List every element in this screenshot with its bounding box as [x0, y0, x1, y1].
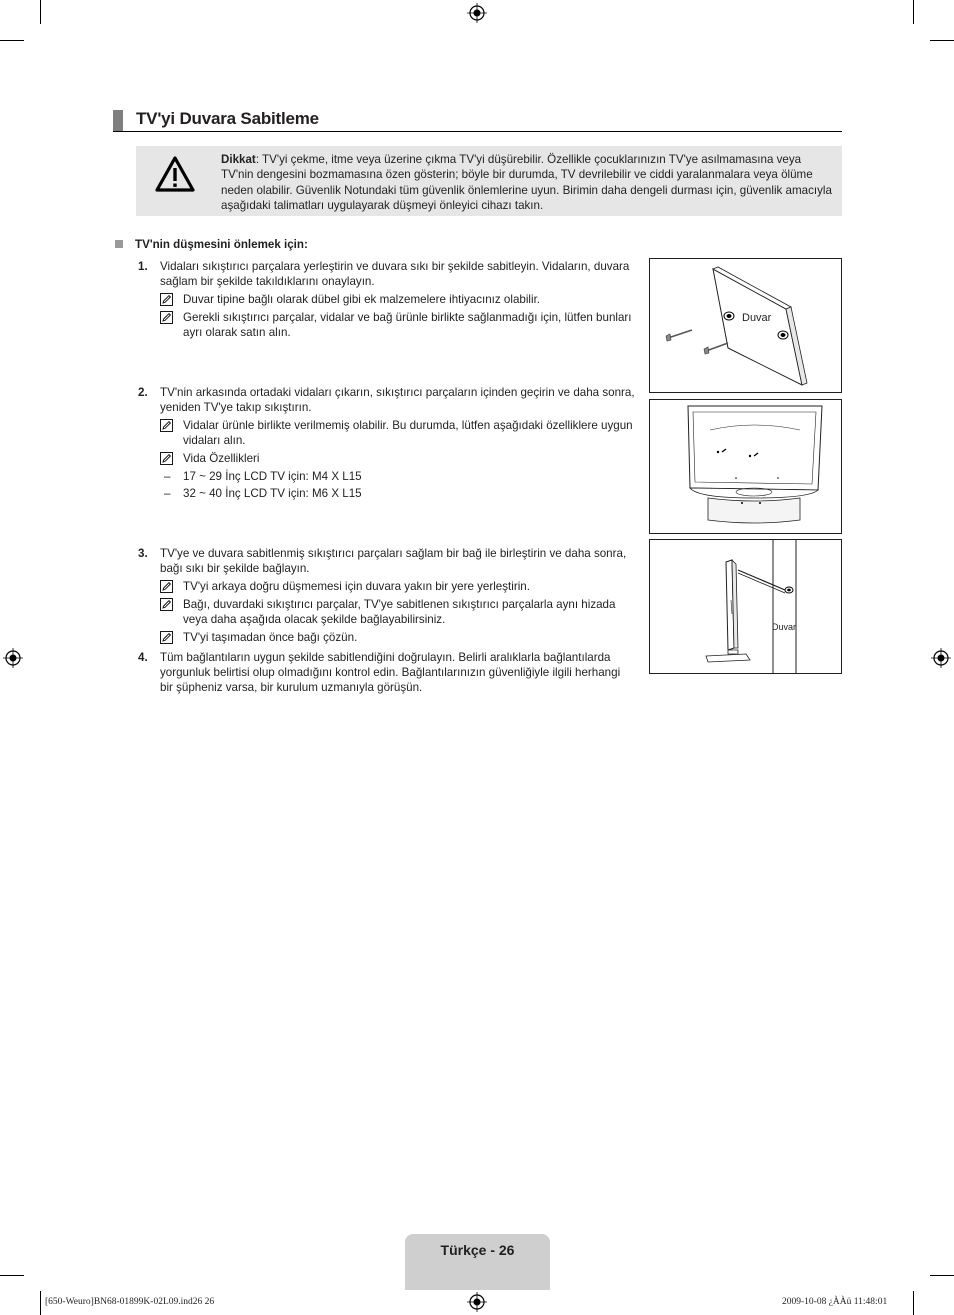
step-text: Vidaları sıkıştırıcı parçalara yerleştirin ve duvara sıkı bir şekilde sabitleyin. Vidaların, duvara sağlam bir şekilde takıldıklarını onaylayın.: [160, 260, 630, 288]
note-text: TV'yi taşımadan önce bağı çözün.: [183, 631, 358, 644]
note-text: TV'yi arkaya doğru düşmemesi için duvara yakın bir yere yerleştirin.: [183, 580, 530, 593]
section-heading-text: TV'nin düşmesini önlemek için:: [135, 238, 308, 251]
step-2: [138, 385, 636, 415]
note-text: Gerekli sıkıştırıcı parçalar, vidalar ve bağ ürünle birlikte sağlanmadığı için, lütfen bunları ayrı olarak satın alın.: [183, 311, 632, 339]
spec-item: [164, 469, 362, 484]
caution-text: [221, 152, 833, 213]
crop-mark: [40, 0, 41, 24]
page-title: TV'yi Duvara Sabitleme: [136, 109, 319, 128]
warning-triangle-icon: [154, 155, 196, 193]
note-text: Bağı, duvardaki sıkıştırıcı parçalar, TV'ye sabitlenen sıkıştırıcı parçalarla aynı hizada veya daha aşağıda olacak şekilde bağlayabilirsiniz.: [183, 598, 616, 626]
registration-mark-icon: [467, 1292, 487, 1312]
step-text: TV'ye ve duvara sabitlenmiş sıkıştırıcı parçaları sağlam bir bağ ile birleştirin ve daha sonra, bağı sıkı bir şekilde bağlayın.: [160, 547, 627, 575]
title-marker: [113, 110, 123, 131]
tv-side-illustration: [650, 540, 842, 674]
crop-mark: [913, 1291, 914, 1315]
wall-clamp-illustration: [650, 259, 842, 393]
footer-timestamp: 2009-10-08 ¿ÀÀü 11:48:01: [782, 1297, 888, 1307]
note-text: Vidalar ürünle birlikte verilmemiş olabilir. Bu durumda, lütfen aşağıdaki özelliklere uygun vidaları alın.: [183, 419, 633, 447]
figure-tv-back: [649, 399, 842, 534]
note: [160, 310, 640, 340]
caution-label: Dikkat: [221, 153, 256, 166]
wall-label: Duvar: [742, 312, 772, 324]
registration-mark-icon: [467, 3, 487, 23]
figure-tv-side-wall: [649, 539, 842, 674]
note-pencil-icon: [160, 311, 173, 324]
page-number-tab: [405, 1234, 550, 1290]
note: [160, 630, 640, 645]
crop-mark: [913, 0, 914, 24]
note: [160, 418, 640, 448]
note-pencil-icon: [160, 419, 173, 432]
footer-file-info: [650-Weuro]BN68-01899K-02L09.ind26 26: [45, 1297, 215, 1307]
note-pencil-icon: [160, 293, 173, 306]
crop-mark: [40, 1291, 41, 1315]
wall-label: Duvar: [772, 622, 797, 632]
step-number: 1.: [138, 260, 148, 273]
step-3: [138, 546, 636, 576]
section-title-bar: [113, 108, 842, 132]
crop-mark: [930, 1275, 954, 1276]
spec-text: 32 ~ 40 İnç LCD TV için: M6 X L15: [183, 487, 362, 500]
dash-marker: –: [164, 487, 171, 500]
step-text: Tüm bağlantıların uygun şekilde sabitlendiğini doğrulayın. Belirli aralıklarla bağlantılarda yorgunluk belirtisi olup olmadığını kontrol edin. Bağlantılarınızın güvenliğiyle ilgili herhangi bir şüpheniz varsa, bir kurulum uzmanıyla görüşün.: [160, 651, 621, 694]
dash-marker: –: [164, 470, 171, 483]
spec-text: 17 ~ 29 İnç LCD TV için: M4 X L15: [183, 470, 362, 483]
step-number: 4.: [138, 651, 148, 664]
spec-item: [164, 486, 362, 501]
bullet-square-icon: [115, 240, 123, 248]
crop-mark: [0, 1275, 24, 1276]
caution-box: [136, 146, 842, 216]
page-label: Türkçe - 26: [440, 1242, 515, 1258]
note: [160, 579, 640, 594]
step-number: 2.: [138, 386, 148, 399]
note: [160, 597, 640, 627]
tv-back-illustration: [650, 400, 842, 534]
note-pencil-icon: [160, 631, 173, 644]
crop-mark: [930, 40, 954, 41]
section-heading: [115, 238, 308, 251]
note-text: Vida Özellikleri: [183, 452, 260, 465]
note: [160, 292, 640, 307]
figure-wall-clamps: [649, 258, 842, 393]
registration-mark-icon: [3, 648, 23, 668]
caution-body: : TV'yi çekme, itme veya üzerine çıkma TV'yi düşürebilir. Özellikle çocuklarınızın TV'ye asılmamasına veya TV'nin dengesini bozmamasına özen gösterin; böyle bir durumda, TV devrilebilir ve ciddi yaralanmalara veya ölüme neden olabilir. Güvenlik Notundaki tüm güvenlik önlemlerine uyun. Birimin daha dengeli durması için, güvenlik amacıyla aşağıdaki talimatları uygulayarak düşmeyi önleyici cihazı takın.: [221, 153, 832, 212]
step-text: TV'nin arkasında ortadaki vidaları çıkarın, sıkıştırıcı parçaların içinden geçirin ve daha sonra, yeniden TV'ye takıp sıkıştırın.: [160, 386, 635, 414]
note-pencil-icon: [160, 598, 173, 611]
note: [160, 451, 640, 466]
registration-mark-icon: [931, 648, 951, 668]
note-pencil-icon: [160, 580, 173, 593]
step-1: [138, 259, 636, 289]
step-4: [138, 650, 636, 695]
crop-mark: [0, 40, 24, 41]
step-number: 3.: [138, 547, 148, 560]
note-text: Duvar tipine bağlı olarak dübel gibi ek malzemelere ihtiyacınız olabilir.: [183, 293, 541, 306]
note-pencil-icon: [160, 452, 173, 465]
